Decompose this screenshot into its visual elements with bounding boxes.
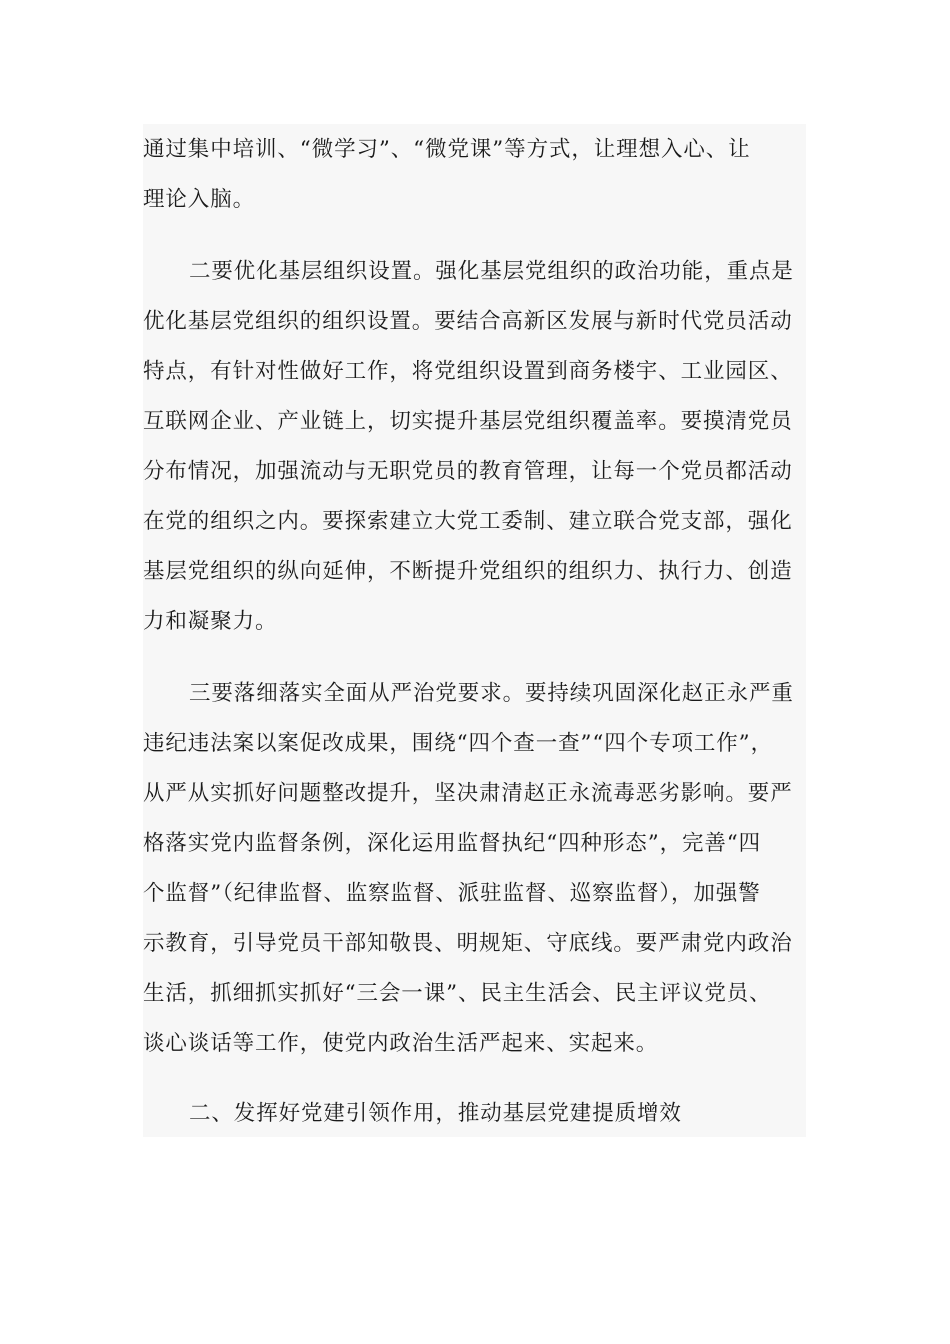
text-line: 优化基层党组织的组织设置。要结合高新区发展与新时代党员活动: [143, 309, 793, 334]
text-line: 生活，抓细抓实抓好“三会一课”、民主生活会、民主评议党员、: [143, 981, 772, 1006]
text-line: 格落实党内监督条例，深化运用监督执纪“四种形态”，完善“四: [143, 831, 762, 856]
paragraph-3: [143, 669, 806, 1069]
section-heading: [143, 1089, 806, 1139]
text-line: 特点，有针对性做好工作，将党组织设置到商务楼宇、工业园区、: [143, 359, 793, 384]
paragraph-2: [143, 247, 806, 647]
text-line: 二、发挥好党建引领作用，推动基层党建提质增效: [189, 1101, 682, 1126]
text-line: 违纪违法案以案促改成果，围绕“四个查一查”“四个专项工作”，: [143, 731, 773, 756]
text-line: 从严从实抓好问题整改提升，坚决肃清赵正永流毒恶劣影响。要严: [143, 781, 793, 806]
text-line: 分布情况，加强流动与无职党员的教育管理，让每一个党员都活动: [143, 459, 793, 484]
text-line: 理论入脑。: [143, 187, 256, 212]
text-line: 三要落细落实全面从严治党要求。要持续巩固深化赵正永严重: [189, 681, 794, 706]
text-line: 基层党组织的纵向延伸，不断提升党组织的组织力、执行力、创造: [143, 559, 793, 584]
text-line: 通过集中培训、“微学习”、“微党课”等方式，让理想入心、让: [143, 137, 751, 162]
text-line: 力和凝聚力。: [143, 609, 278, 634]
text-line: 在党的组织之内。要探索建立大党工委制、建立联合党支部，强化: [143, 509, 793, 534]
text-line: 示教育，引导党员干部知敬畏、明规矩、守底线。要严肃党内政治: [143, 931, 793, 956]
document-text-block: [143, 124, 806, 1137]
text-line: 谈心谈话等工作，使党内政治生活严起来、实起来。: [143, 1031, 659, 1056]
paragraph-1: [143, 125, 806, 225]
text-line: 个监督”（纪律监督、监察监督、派驻监督、巡察监督），加强警: [143, 881, 761, 906]
text-line: 二要优化基层组织设置。强化基层党组织的政治功能，重点是: [189, 259, 794, 284]
text-line: 互联网企业、产业链上，切实提升基层党组织覆盖率。要摸清党员: [143, 409, 793, 434]
